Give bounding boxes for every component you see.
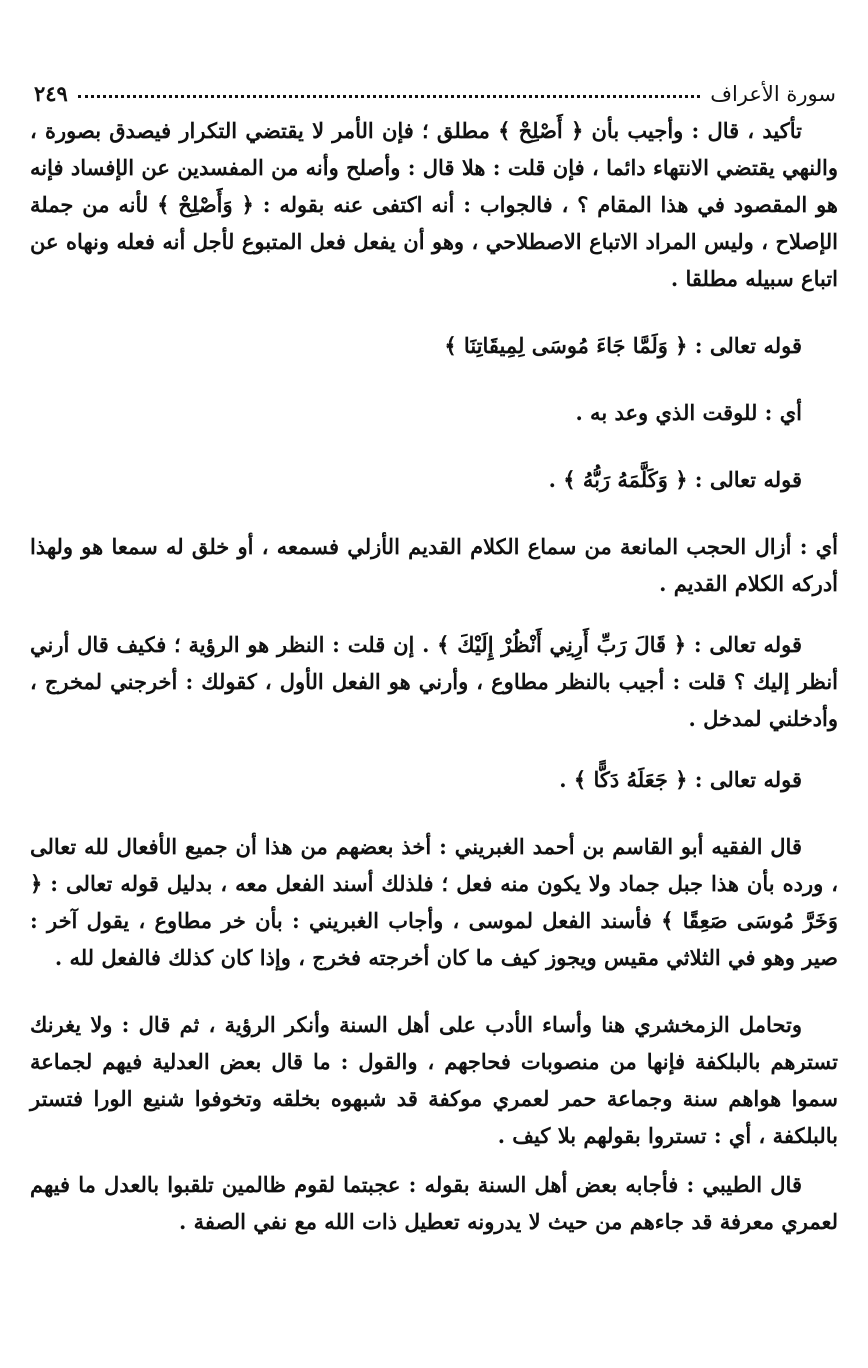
verse-heading-3: قوله تعالى : ﴿ جَعَلَهُ دَكًّا ﴾ .	[559, 767, 802, 792]
surah-title: سورة الأعراف	[710, 82, 836, 106]
dotted-leader	[78, 94, 700, 98]
page-number: ٢٤٩	[34, 81, 68, 106]
verse-heading-1: قوله تعالى : ﴿ وَلَمَّا جَاءَ مُوسَى لِمِيقَاتِنَا ﴾	[444, 333, 802, 358]
running-header	[34, 70, 836, 106]
paragraph-3: أي : أزال الحجب المانعة من سماع الكلام القديم الأزلي فسمعه ، أو خلق له سمعا هو ولهذا أدركه الكلام القديم .	[30, 534, 838, 596]
paragraph-6: وتحامل الزمخشري هنا وأساء الأدب على أهل السنة وأنكر الرؤية ، ثم قال : ولا يغرنك تسترهم بالبلكفة فإنها من منصوبات فحاجهم ، والقول : ما قال بعض العدلية فيهم لجماعة سموا هواهم سنة وجماعة حمر لعمري موكفة قد شبهوه بخلقه وتخوفوا شنيع الورا فتستر بالبلكفة ، أي : تستروا بقولهم بلا كيف .	[30, 1012, 838, 1148]
paragraph-2: أي : للوقت الذي وعد به .	[575, 400, 802, 425]
paragraph-4: قوله تعالى : ﴿ قَالَ رَبِّ أَرِنِي أَنْظُرْ إِلَيْكَ ﴾ . إن قلت : النظر هو الرؤية ؛ فكيف قال أرني أنظر إليك ؟ قلت : أجيب بالنظر مطاوع ، وأرني هو الفعل الأول ، كقولك : أخرجني لمخرج ، وأدخلني لمدخل .	[30, 632, 838, 731]
paragraph-5: قال الفقيه أبو القاسم بن أحمد الغبريني : أخذ بعضهم من هذا أن جميع الأفعال لله تعالى ، ورده بأن هذا جبل جماد ولا يكون منه فعل ؛ فلذلك أسند الفعل معه ، بدليل قوله تعالى : ﴿ وَخَرَّ مُوسَى صَعِقًا ﴾ فأسند الفعل لموسى ، وأجاب الغبريني : بأن خر مطاوع ، يقول آخر : صير وهو في الثلاثي مقيس ويجوز كيف ما كان أخرجته فخرج ، وإذا كان كذلك فالفعل لله .	[30, 834, 838, 970]
verse-heading-2: قوله تعالى : ﴿ وَكَلَّمَهُ رَبُّهُ ﴾ .	[548, 467, 802, 492]
paragraph-1: تأكيد ، قال : وأجيب بأن ﴿ أَصْلِحْ ﴾ مطلق ؛ فإن الأمر لا يقتضي التكرار فيصدق بصورة ، والنهي يقتضي الانتهاء دائما ، فإن قلت : هلا قال : وأصلح وأنه من المفسدين عن الإفساد فإنه هو المقصود في هذا المقام ؟ ، فالجواب : أنه اكتفى عنه بقوله : ﴿ وَأَصْلِحْ ﴾ لأنه من جملة الإصلاح ، وليس المراد الاتباع الاصطلاحي ، وهو أن يفعل فعل المتبوع لأجل أنه فعله ونهاه عن اتباع سبيله مطلقا .	[30, 118, 838, 291]
paragraph-7: قال الطيبي : فأجابه بعض أهل السنة بقوله : عجبتما لقوم ظالمين تلقبوا بالعدل ما فيهم لعمري معرفة قد جاءهم من حيث لا يدرونه تعطيل ذات الله مع نفي الصفة .	[30, 1172, 838, 1234]
